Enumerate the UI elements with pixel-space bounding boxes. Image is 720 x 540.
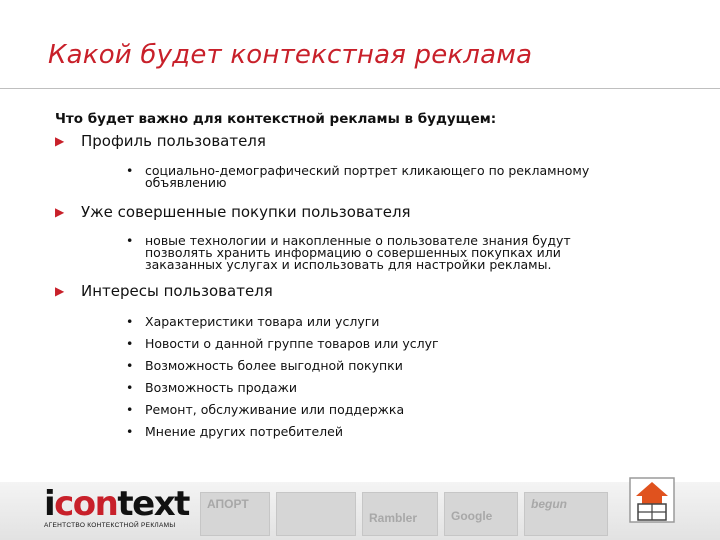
slide-content bbox=[55, 111, 695, 443]
bullet-icon: • bbox=[126, 314, 134, 329]
logo-part: i bbox=[44, 484, 55, 524]
bullet-icon: • bbox=[126, 424, 134, 439]
title-divider bbox=[0, 88, 720, 89]
logo-part-accent: con bbox=[54, 484, 118, 524]
thumbnail-aport: АПОРТ bbox=[200, 492, 270, 536]
list-item-text: Характеристики товара или услуги bbox=[145, 314, 380, 329]
section-interests bbox=[55, 281, 695, 443]
thumbnail-google: Google bbox=[444, 492, 518, 536]
bullet-icon: • bbox=[126, 358, 134, 373]
list-item bbox=[126, 399, 695, 421]
list-item-text: заказанных услугах и использовать для настройки рекламы. bbox=[145, 257, 552, 272]
list-item-text: Возможность продажи bbox=[145, 380, 297, 395]
list-item bbox=[126, 355, 695, 377]
sub-list bbox=[55, 235, 695, 271]
list-item-text: новые технологии и накопленные о пользователе знания будут bbox=[145, 233, 571, 248]
logo-tagline: АГЕНТСТВО КОНТЕКСТНОЙ РЕКЛАМЫ bbox=[44, 522, 176, 529]
triangle-right-icon: ▶ bbox=[55, 284, 65, 298]
thumbnail-rambler: Rambler bbox=[362, 492, 438, 536]
section-heading-row bbox=[55, 131, 695, 151]
lead-text: Что будет важно для контекстной рекламы в будущем: bbox=[55, 111, 497, 127]
triangle-right-icon: ▶ bbox=[55, 134, 65, 148]
icontext-logo bbox=[44, 484, 189, 532]
logo-part: text bbox=[117, 484, 189, 524]
section-heading: Профиль пользователя bbox=[81, 132, 266, 150]
list-item-continued bbox=[126, 177, 695, 189]
list-item bbox=[126, 311, 695, 333]
list-item bbox=[126, 333, 695, 355]
section-heading-row bbox=[55, 202, 695, 222]
section-heading: Интересы пользователя bbox=[81, 282, 273, 300]
sub-list bbox=[55, 311, 695, 443]
sub-list bbox=[55, 165, 695, 189]
section-purchases bbox=[55, 202, 695, 271]
bullet-icon: • bbox=[126, 336, 134, 351]
list-item-text: социально-демографический портрет кликающего по рекламному bbox=[145, 163, 590, 178]
slide-title: Какой будет контекстная реклама bbox=[48, 40, 533, 70]
bullet-icon: • bbox=[126, 380, 134, 395]
triangle-right-icon: ▶ bbox=[55, 205, 65, 219]
home-icon[interactable] bbox=[628, 476, 676, 524]
thumbnail-begun: begun bbox=[524, 492, 608, 536]
list-item-text: объявлению bbox=[145, 175, 227, 190]
list-item-text: Ремонт, обслуживание или поддержка bbox=[145, 402, 405, 417]
section-user-profile bbox=[55, 131, 695, 189]
bullet-icon: • bbox=[126, 233, 134, 248]
bullet-icon: • bbox=[126, 402, 134, 417]
list-item-continued bbox=[126, 259, 695, 271]
bullet-icon: • bbox=[126, 163, 134, 178]
list-item-text: Новости о данной группе товаров или услуг bbox=[145, 336, 439, 351]
section-heading: Уже совершенные покупки пользователя bbox=[81, 203, 411, 221]
thumbnail-blank-1 bbox=[276, 492, 356, 536]
list-item bbox=[126, 421, 695, 443]
logo-wordmark bbox=[44, 484, 189, 524]
list-item-text: позволять хранить информацию о совершенных покупках или bbox=[145, 245, 561, 260]
list-item-text: Возможность более выгодной покупки bbox=[145, 358, 403, 373]
list-item bbox=[126, 377, 695, 399]
list-item-text: Мнение других потребителей bbox=[145, 424, 343, 439]
section-heading-row bbox=[55, 281, 695, 301]
